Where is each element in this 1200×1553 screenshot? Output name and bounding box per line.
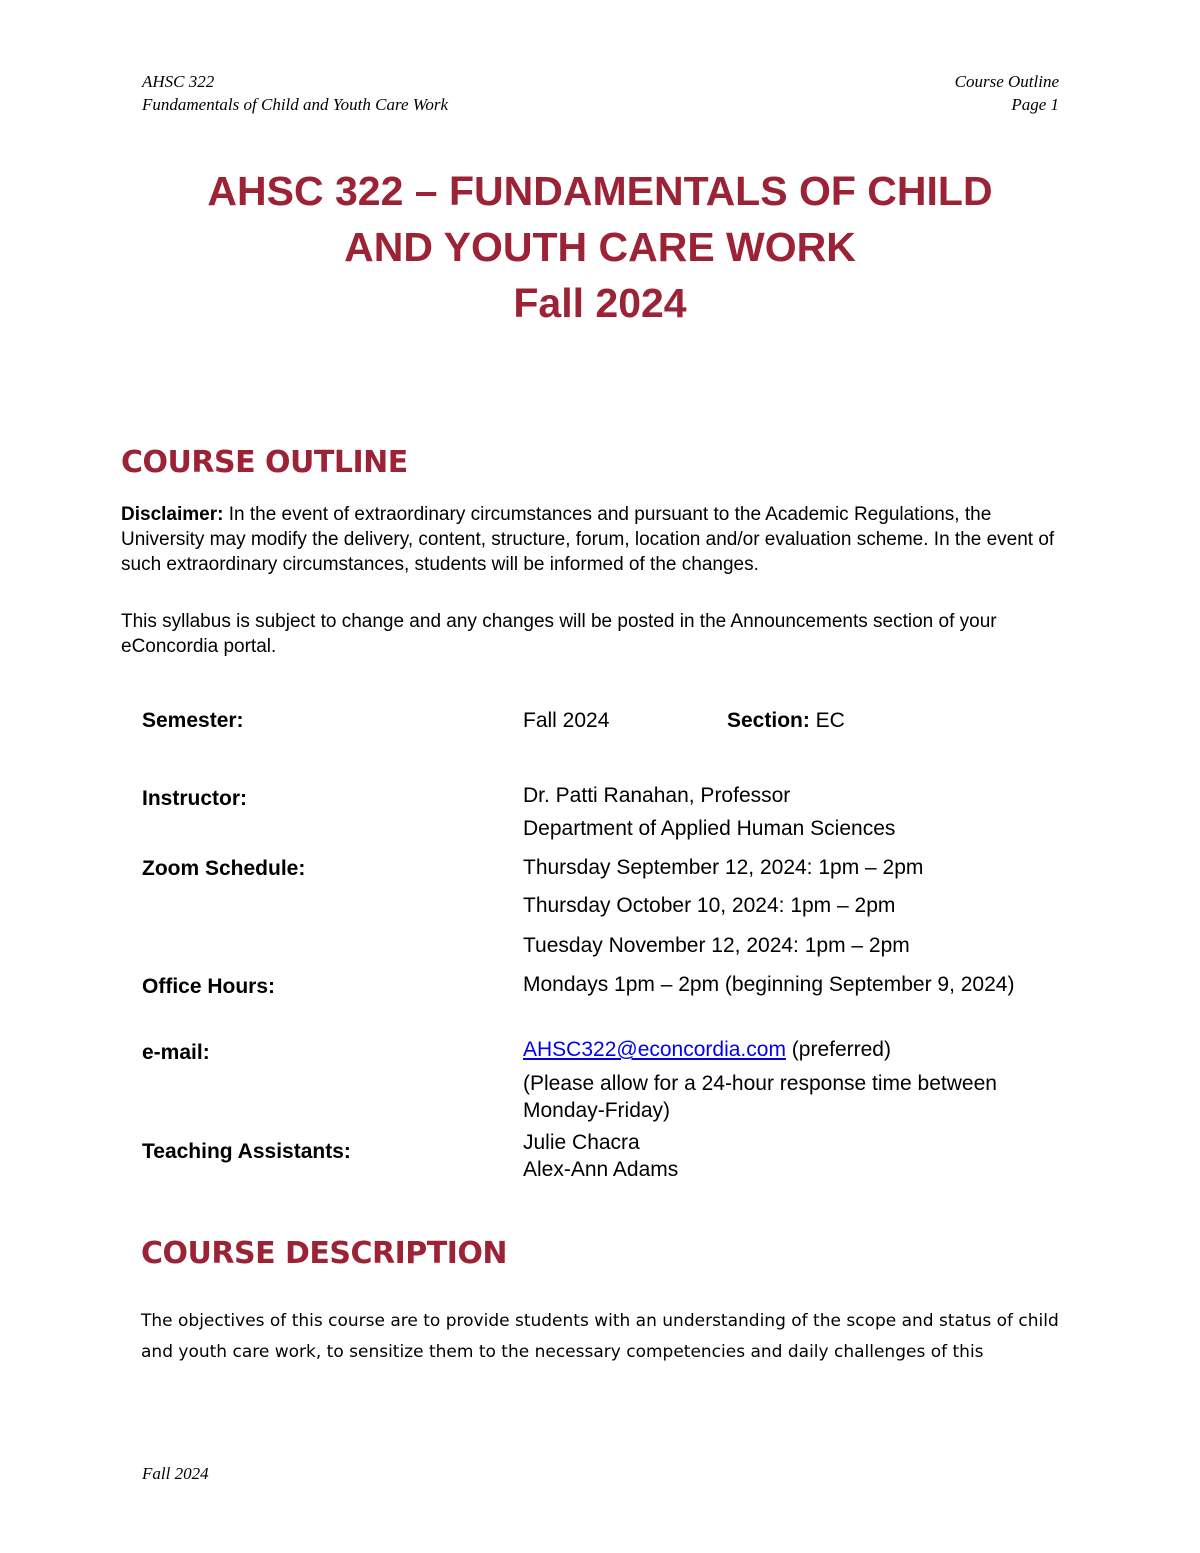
section-field	[727, 707, 845, 734]
zoom-session-2: Thursday October 10, 2024: 1pm – 2pm	[523, 894, 896, 917]
teaching-assistant-1: Julie Chacra	[523, 1131, 640, 1154]
course-description-heading: COURSE DESCRIPTION	[141, 1236, 508, 1271]
header-course-code: AHSC 322	[142, 72, 215, 91]
email-field	[523, 1036, 1063, 1063]
zoom-session-3: Tuesday November 12, 2024: 1pm – 2pm	[523, 934, 910, 957]
title-line-1: AHSC 322 – FUNDAMENTALS OF CHILD	[207, 168, 993, 214]
header-doc-type: Course Outline	[954, 72, 1059, 91]
teaching-assistants-label: Teaching Assistants:	[142, 1140, 351, 1163]
section-label: Section:	[727, 709, 810, 732]
running-header-left	[142, 70, 448, 116]
email-response-note: (Please allow for a 24-hour response time between Monday-Friday)	[523, 1072, 997, 1122]
disclaimer-text: In the event of extraordinary circumstances and pursuant to the Academic Regulations, the University may modify the delivery, content, structure, forum, location and/or evaluation scheme. In the event of such extraordinary circumstances, students will be informed of the changes.	[121, 504, 1055, 575]
email-link[interactable]: AHSC322@econcordia.com	[523, 1038, 786, 1061]
course-outline-heading: COURSE OUTLINE	[121, 445, 408, 480]
office-hours-label: Office Hours:	[142, 975, 276, 998]
disclaimer-paragraph	[121, 502, 1061, 577]
title-line-2: AND YOUTH CARE WORK	[344, 224, 856, 270]
email-preferred: (preferred)	[785, 1038, 891, 1061]
semester-value: Fall 2024	[523, 709, 610, 732]
disclaimer-label: Disclaimer:	[121, 504, 224, 525]
section-value: EC	[809, 709, 845, 732]
semester-label: Semester:	[142, 709, 244, 732]
running-header-right	[955, 70, 1059, 116]
office-hours-value: Mondays 1pm – 2pm (beginning September 9, 2024)	[523, 973, 1015, 996]
instructor-department: Department of Applied Human Sciences	[523, 817, 896, 840]
page-footer: Fall 2024	[142, 1464, 209, 1483]
teaching-assistant-2: Alex-Ann Adams	[523, 1158, 679, 1181]
header-page-number: Page 1	[1011, 95, 1059, 114]
zoom-session-1: Thursday September 12, 2024: 1pm – 2pm	[523, 856, 924, 879]
instructor-name: Dr. Patti Ranahan, Professor	[523, 784, 791, 807]
instructor-label: Instructor:	[142, 787, 247, 810]
header-course-name: Fundamentals of Child and Youth Care Work	[142, 95, 449, 114]
document-title	[0, 163, 1200, 331]
zoom-schedule-label: Zoom Schedule:	[142, 857, 306, 880]
course-description-text: The objectives of this course are to provide students with an understanding of the scope and status of child and youth care work, to sensitize them to the necessary competencies and daily challenges of this	[141, 1311, 1059, 1362]
syllabus-note: This syllabus is subject to change and any changes will be posted in the Announcements section of your eConcordia portal.	[121, 611, 997, 657]
email-label: e-mail:	[142, 1041, 210, 1064]
title-line-3: Fall 2024	[513, 280, 687, 326]
